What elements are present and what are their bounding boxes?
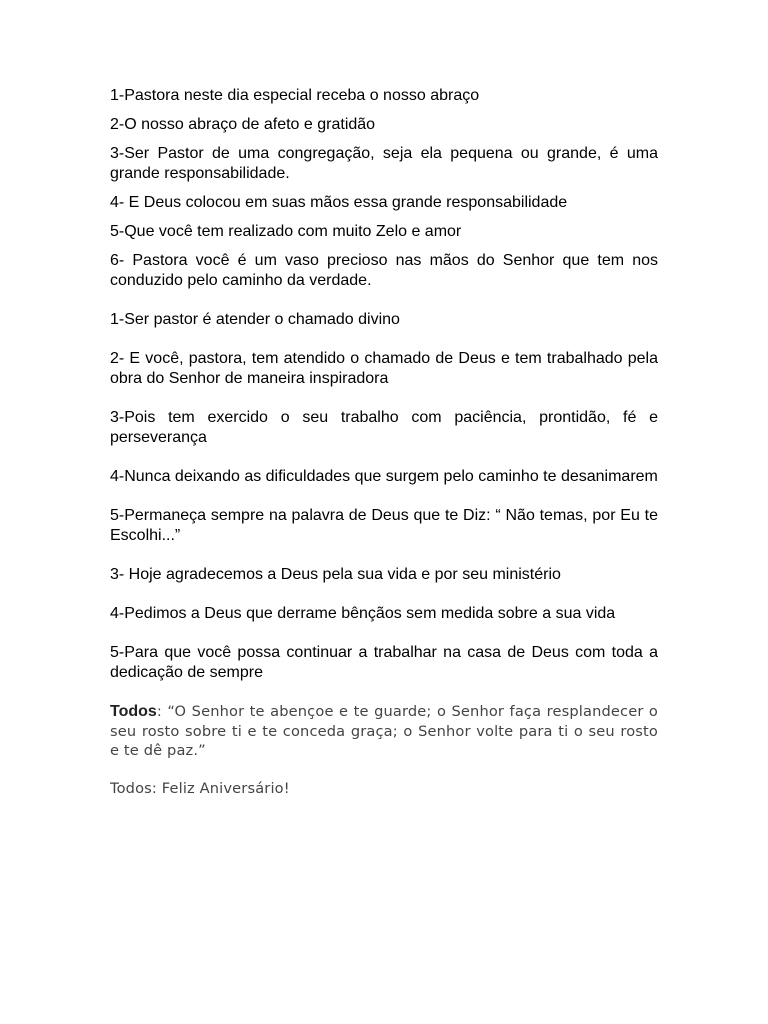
paragraph-6: 3- Hoje agradecemos a Deus pela sua vida e por seu ministério	[110, 566, 561, 583]
blessing-speaker: Todos	[110, 703, 157, 720]
paragraph-5: 5-Permaneça sempre na palavra de Deus que te Diz: “ Não temas, por Eu te Escolhi...”	[110, 507, 658, 544]
intro-line-6: 6- Pastora você é um vaso precioso nas mãos do Senhor que tem nos conduzido pelo caminho da verdade.	[110, 252, 658, 289]
intro-line-5: 5-Que você tem realizado com muito Zelo e amor	[110, 223, 462, 240]
blessing-separator: :	[156, 703, 168, 720]
intro-line-3: 3-Ser Pastor de uma congregação, seja ela pequena ou grande, é uma grande responsabilidade.	[110, 145, 658, 182]
blessing-paragraph	[110, 702, 658, 761]
intro-line-2: 2-O nosso abraço de afeto e gratidão	[110, 116, 376, 133]
document-body	[110, 86, 658, 798]
paragraph-1: 1-Ser pastor é atender o chamado divino	[110, 311, 400, 328]
intro-line-4: 4- E Deus colocou em suas mãos essa grande responsabilidade	[110, 194, 568, 211]
paragraph-7: 4-Pedimos a Deus que derrame bênçãos sem medida sobre a sua vida	[110, 605, 616, 622]
paragraph-3: 3-Pois tem exercido o seu trabalho com paciência, prontidão, fé e perseverança	[110, 409, 658, 446]
paragraph-2: 2- E você, pastora, tem atendido o chamado de Deus e tem trabalhado pela obra do Senhor de maneira inspiradora	[110, 350, 658, 387]
paragraph-8: 5-Para que você possa continuar a trabalhar na casa de Deus com toda a dedicação de sempre	[110, 644, 658, 681]
paragraph-4: 4-Nunca deixando as dificuldades que surgem pelo caminho te desanimarem	[110, 468, 658, 485]
intro-line-1: 1-Pastora neste dia especial receba o nosso abraço	[110, 87, 480, 104]
blessing-text: “O Senhor te abençoe e te guarde; o Senhor faça resplandecer o seu rosto sobre ti e te conceda graça; o Senhor volte para ti o seu rosto e te dê paz.”	[110, 703, 659, 759]
closing-line: Todos: Feliz Aniversário!	[110, 779, 290, 797]
